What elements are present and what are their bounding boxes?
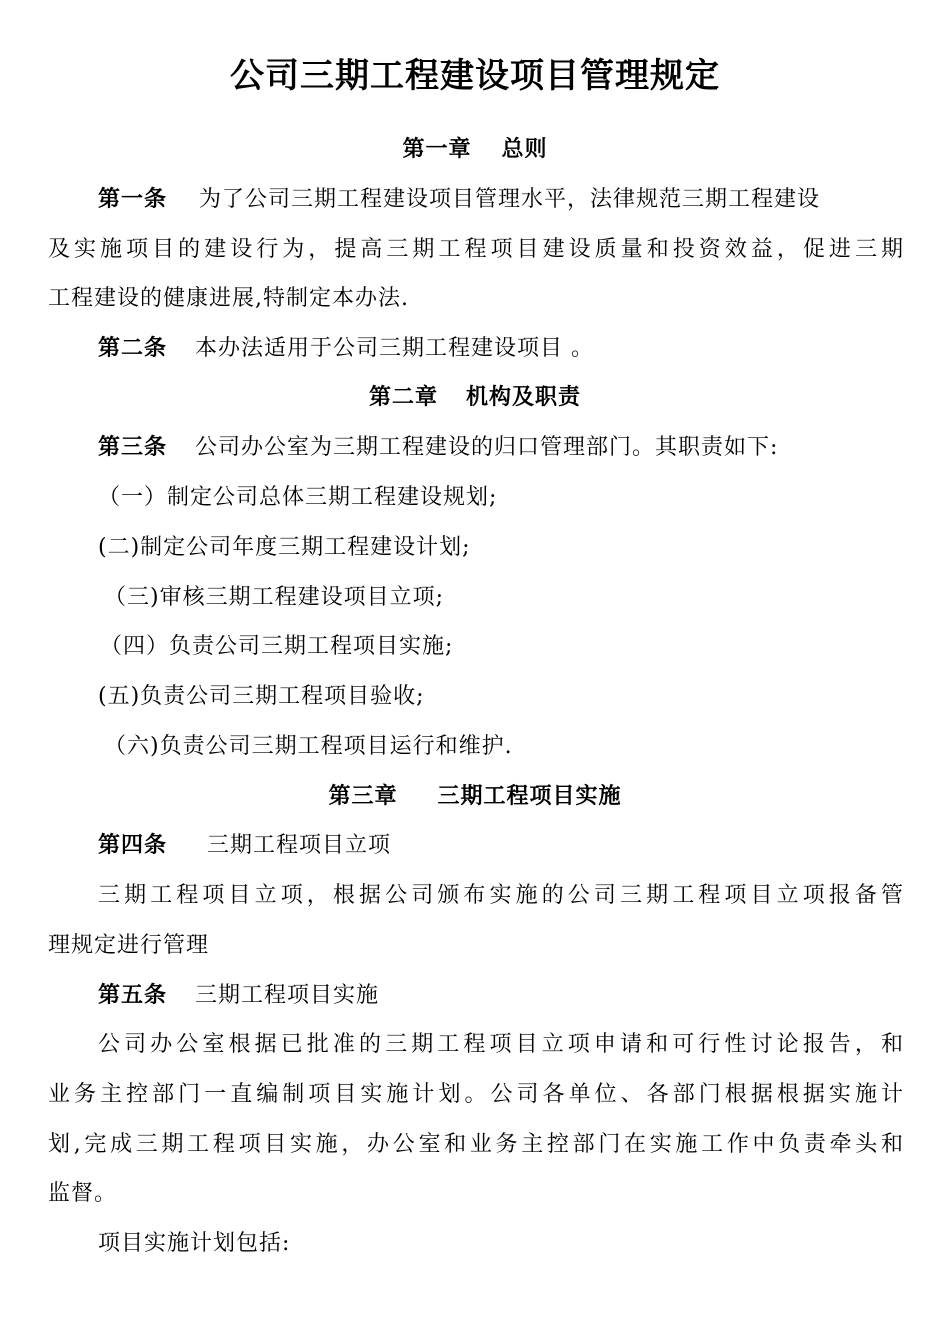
chapter-label: 第二章: [368, 385, 438, 410]
paragraph-line: 工程建设的健康进展,特制定本办法.: [48, 286, 409, 311]
article-heading: 三期工程项目实施: [195, 983, 380, 1008]
paragraph-line: 业务主控部门一直编制项目实施计划。公司各单位、各部门根据根据实施计: [48, 1082, 904, 1107]
chapter-label: 第一章: [402, 137, 472, 162]
chapter-label: 第三章: [328, 784, 398, 809]
list-item: （一）制定公司总体三期工程建设规划;: [98, 485, 498, 510]
article-heading-line: [98, 978, 904, 1014]
list-item: (二)制定公司年度三期工程建设计划;: [98, 535, 471, 560]
list-item: （三)审核三期工程建设项目立项;: [104, 585, 444, 610]
chapter-name: 三期工程项目实施: [437, 784, 622, 809]
paragraph-line: 划,完成三期工程项目实施，办公室和业务主控部门在实施工作中负责牵头和: [48, 1132, 904, 1157]
article-paragraph-line: [98, 430, 904, 466]
article-text: 本办法适用于公司三期工程建设项目 。: [195, 336, 595, 361]
chapter-heading: [0, 779, 950, 815]
article-text: 公司办公室为三期工程建设的归口管理部门。其职责如下:: [195, 435, 779, 460]
article-label: 第四条: [98, 833, 168, 858]
chapter-name: 总则: [501, 137, 548, 162]
list-item: （六)负责公司三期工程项目运行和维护.: [104, 734, 513, 759]
article-paragraph-line: [98, 331, 904, 367]
document-title: 公司三期工程建设项目管理规定: [230, 56, 720, 96]
paragraph-line: 监督。: [48, 1181, 118, 1206]
paragraph-line: 公司办公室根据已批准的三期工程项目立项申请和可行性讨论报告，和: [98, 1032, 904, 1057]
chapter-heading: [0, 132, 950, 168]
article-paragraph-line: [98, 182, 904, 218]
paragraph-line: 及实施项目的建设行为，提高三期工程项目建设质量和投资效益，促进三期: [48, 237, 904, 262]
paragraph-line: 理规定进行管理: [48, 933, 210, 958]
list-item: （四）负责公司三期工程项目实施;: [100, 634, 454, 659]
chapter-heading: [0, 380, 950, 416]
chapter-name: 机构及职责: [466, 385, 582, 410]
article-heading-line: [98, 828, 904, 864]
article-label: 第一条: [98, 187, 168, 212]
article-label: 第二条: [98, 336, 168, 361]
article-heading: 三期工程项目立项: [207, 833, 392, 858]
list-item: (五)负责公司三期工程项目验收;: [98, 684, 425, 709]
article-label: 第三条: [98, 435, 168, 460]
paragraph-line: 三期工程项目立项，根据公司颁布实施的公司三期工程项目立项报备管: [98, 883, 904, 908]
article-label: 第五条: [98, 983, 168, 1008]
paragraph-line: 项目实施计划包括:: [98, 1231, 291, 1256]
article-text: 为了公司三期工程建设项目管理水平，法律规范三期工程建设: [199, 187, 821, 212]
